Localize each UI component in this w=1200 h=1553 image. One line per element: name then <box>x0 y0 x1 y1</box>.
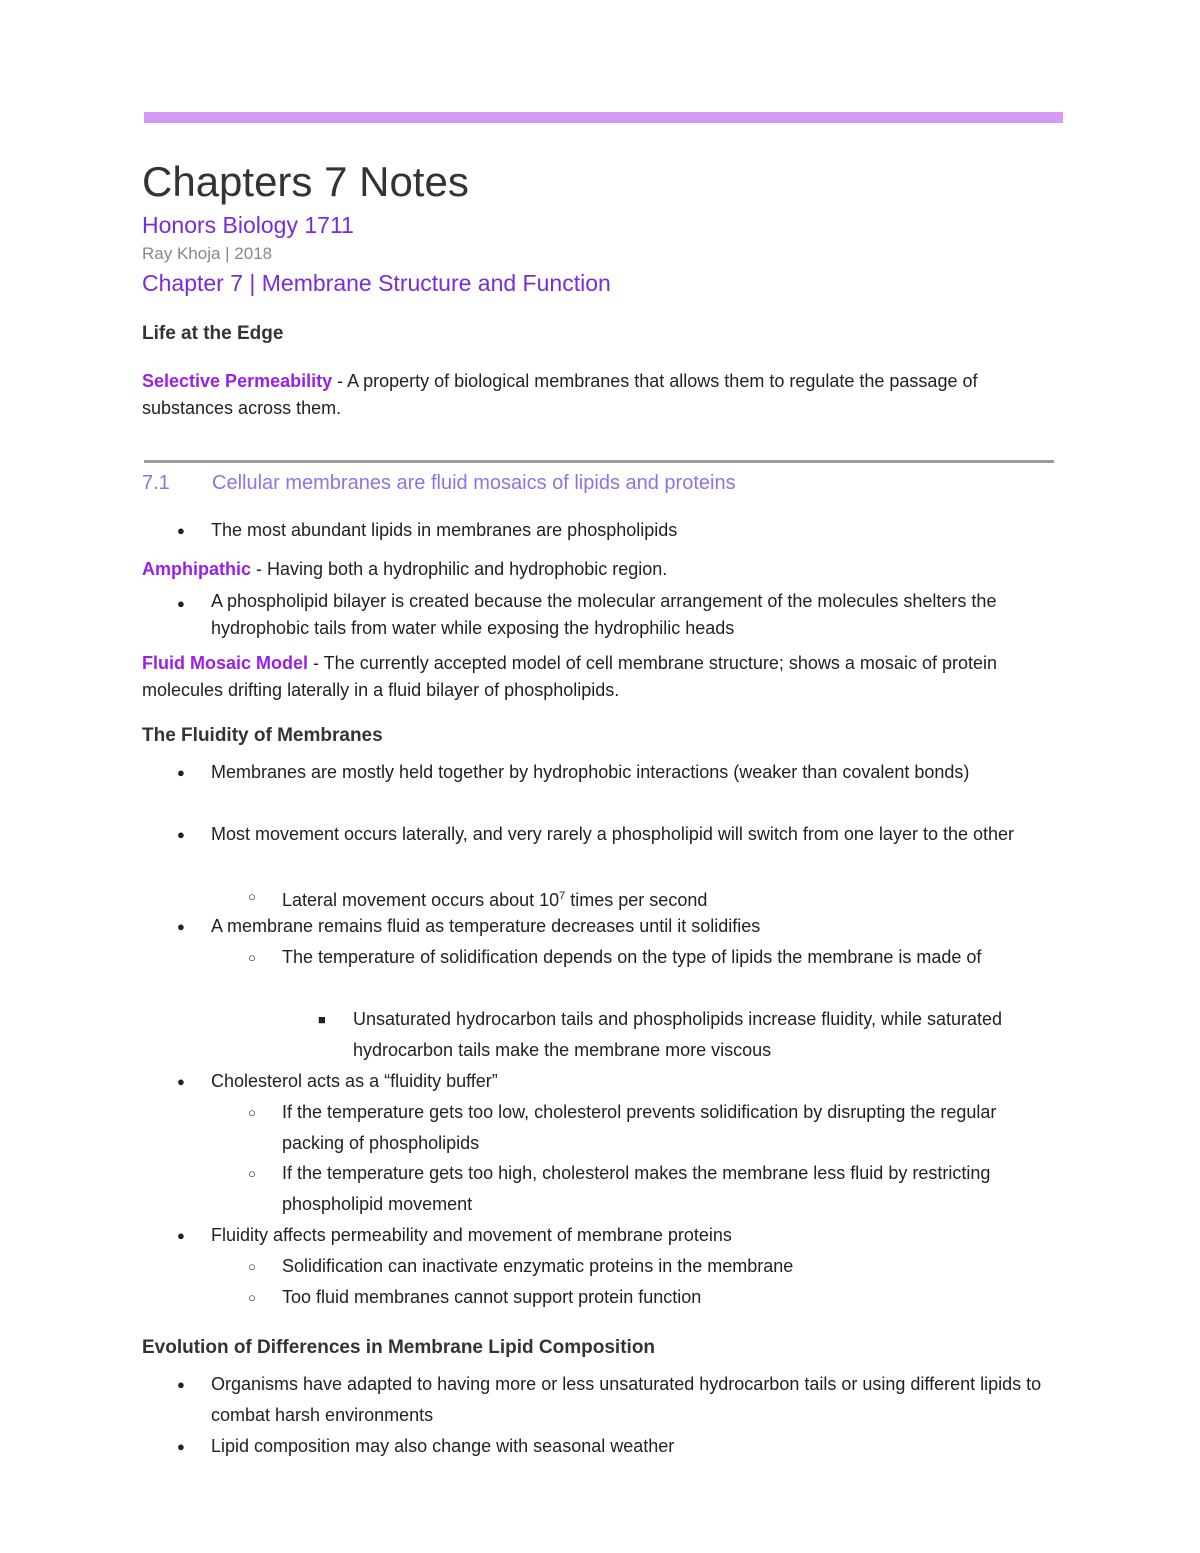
list-item: Lipid composition may also change with seasonal weather <box>211 1436 675 1456</box>
list-item: If the temperature gets too high, cholesterol makes the membrane less fluid by restricting phospholipid movement <box>282 1163 991 1214</box>
text-part: times per second <box>565 890 708 910</box>
list-item: Organisms have adapted to having more or less unsaturated hydrocarbon tails or using different lipids to combat harsh environments <box>211 1374 1042 1425</box>
amphipathic-definition <box>142 556 1057 583</box>
evolution-heading: Evolution of Differences in Membrane Lipid Composition <box>142 1337 656 1358</box>
list-item: The temperature of solidification depends on the type of lipids the membrane is made of <box>282 947 982 967</box>
circle-bullet-icon: ○ <box>248 1259 256 1274</box>
definition-text: - The currently accepted model of cell membrane structure; shows a mosaic of protein molecules drifting laterally in a fluid bilayer of phospholipids. <box>142 653 997 700</box>
fluidity-heading: The Fluidity of Membranes <box>142 725 383 746</box>
selective-permeability-definition <box>142 368 1057 422</box>
bullet-icon: ● <box>177 596 185 611</box>
list-item: Too fluid membranes cannot support protein function <box>282 1287 702 1307</box>
list-item: Fluidity affects permeability and movement of membrane proteins <box>211 1225 732 1245</box>
list-item: Unsaturated hydrocarbon tails and phospholipids increase fluidity, while saturated hydrocarbon tails make the membrane more viscous <box>353 1009 1003 1060</box>
bullet-icon: ● <box>177 919 185 934</box>
circle-bullet-icon: ○ <box>248 1290 256 1305</box>
term-amphipathic: Amphipathic <box>142 559 252 579</box>
author-line: Ray Khoja | 2018 <box>142 244 273 263</box>
circle-bullet-icon: ○ <box>248 1105 256 1120</box>
life-at-edge-heading: Life at the Edge <box>142 323 284 344</box>
section-divider <box>144 460 1054 463</box>
list-item: If the temperature gets too low, cholesterol prevents solidification by disrupting the regular packing of phospholipids <box>282 1102 997 1153</box>
page-title: Chapters 7 Notes <box>142 158 469 205</box>
list-item: Solidification can inactivate enzymatic proteins in the membrane <box>282 1256 794 1276</box>
list-item: Membranes are mostly held together by hydrophobic interactions (weaker than covalent bonds) <box>211 762 970 782</box>
accent-bar <box>144 112 1063 123</box>
term-selective-permeability: Selective Permeability <box>142 371 333 391</box>
bullet-icon: ● <box>177 1074 185 1089</box>
list-item: Cholesterol acts as a “fluidity buffer” <box>211 1071 498 1091</box>
bullet-icon: ● <box>177 827 185 842</box>
term-fluid-mosaic-model: Fluid Mosaic Model <box>142 653 309 673</box>
bullet-icon: ● <box>177 765 185 780</box>
list-item: Most movement occurs laterally, and very rarely a phospholipid will switch from one layer to the other <box>211 824 1015 844</box>
list-item: The most abundant lipids in membranes are phospholipids <box>211 520 678 540</box>
section-number: 7.1 <box>142 472 170 494</box>
course-subtitle: Honors Biology 1711 <box>142 212 354 238</box>
section-heading <box>142 472 736 495</box>
chapter-heading: Chapter 7 | Membrane Structure and Function <box>142 270 611 296</box>
circle-bullet-icon: ○ <box>248 950 256 965</box>
bullet-icon: ● <box>177 1228 185 1243</box>
text-part: Lateral movement occurs about 10 <box>282 890 560 910</box>
definition-text: - Having both a hydrophilic and hydrophobic region. <box>251 559 668 579</box>
bullet-icon: ● <box>177 1377 185 1392</box>
fluid-mosaic-definition <box>142 650 1057 704</box>
list-item: A phospholipid bilayer is created because the molecular arrangement of the molecules shelters the hydrophobic tails from water while exposing the hydrophilic heads <box>211 591 997 638</box>
list-item: A membrane remains fluid as temperature decreases until it solidifies <box>211 916 761 936</box>
circle-bullet-icon: ○ <box>248 1166 256 1181</box>
square-bullet-icon: ■ <box>318 1012 326 1027</box>
section-title: Cellular membranes are fluid mosaics of lipids and proteins <box>212 472 736 494</box>
definition-text: - A property of biological membranes that allows them to regulate the passage of substances across them. <box>142 371 978 418</box>
bullet-icon: ● <box>177 1439 185 1454</box>
bullet-icon: ● <box>177 523 185 538</box>
exponent: 7 <box>559 890 566 902</box>
circle-bullet-icon: ○ <box>248 889 256 904</box>
